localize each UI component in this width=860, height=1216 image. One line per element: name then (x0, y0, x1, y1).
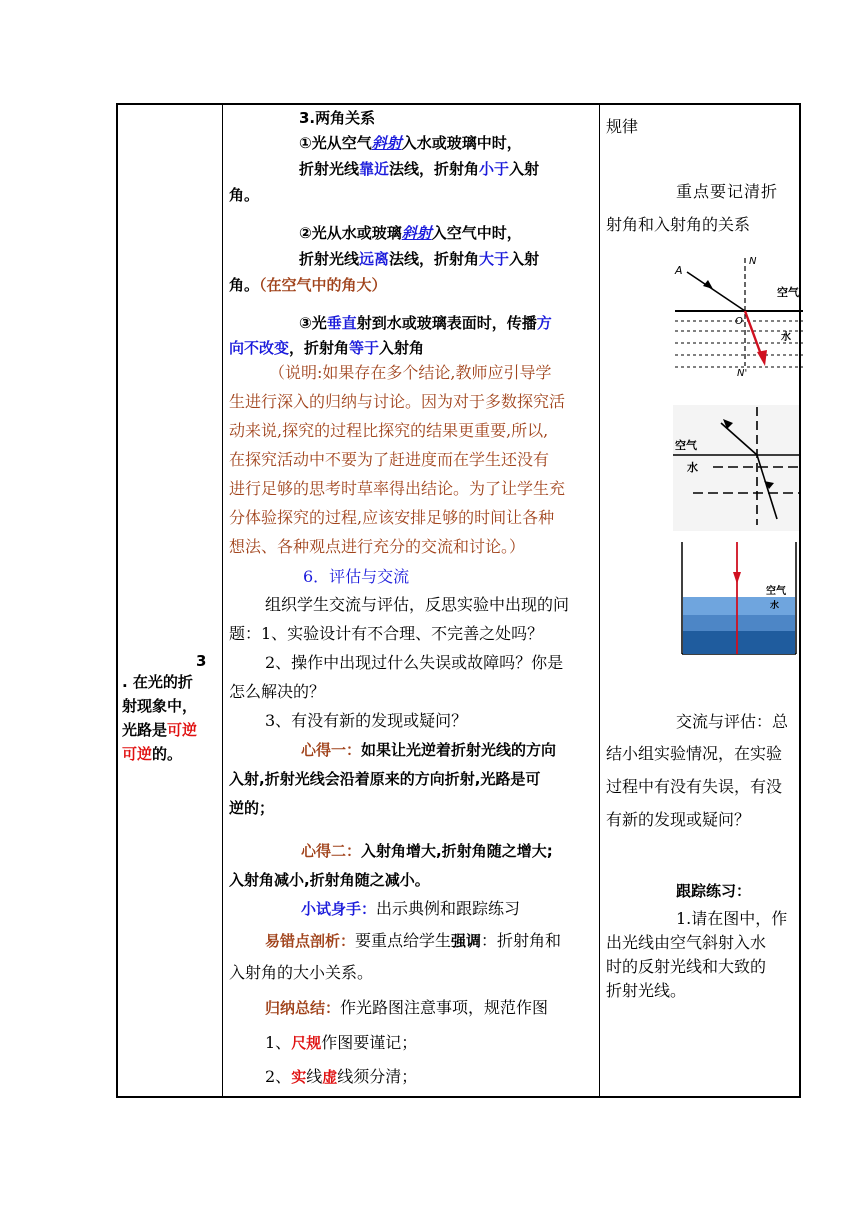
note-line: （说明:如果存在多个结论,教师应引导学 (269, 363, 552, 382)
label-air: 空气 (675, 439, 697, 452)
notes-cell (600, 105, 800, 1096)
insight-1-line-3: 逆的； (229, 799, 275, 817)
mistake-line-2: 入射角的大小关系。 (229, 963, 374, 982)
topic-line: 可逆的。 (122, 745, 183, 763)
tracking-title: 跟踪练习： (676, 882, 752, 900)
law-label: 规律 (606, 117, 639, 136)
note-line: 在探究活动中不要为了赶进度而在学生还没有 (229, 450, 550, 469)
tracking-line: 出光线由空气斜射入水 (606, 933, 767, 952)
rule-2-line-1: ②光从水或玻璃斜射入空气中时， (299, 224, 522, 242)
section-title: 3.两角关系 (299, 109, 376, 127)
summary-item-1: 1、尺规作图要谨记； (265, 1033, 418, 1052)
eval-line: 组织学生交流与评估，反思实验中出现的问 (265, 595, 570, 614)
insight-1-line-1: 心得一：如果让光逆着折射光线的方向 (301, 741, 557, 759)
label-air: 空气 (766, 586, 786, 597)
topic-number: 3 (196, 652, 207, 670)
try-line: 小试身手：出示典例和跟踪练习 (301, 899, 521, 918)
highlight-reversible: 可逆 (167, 721, 198, 739)
rule-1-line-3: 角。 (229, 186, 260, 204)
topic-line: . 在光的折 (122, 673, 193, 691)
rule-1-line-1: ①光从空气斜射入水或玻璃中时， (299, 134, 522, 152)
note-line: 想法、各种观点进行充分的交流和讨论。） (229, 537, 526, 556)
mistake-line-1: 易错点剖析：要重点给学生强调：折射角和 (265, 931, 562, 950)
exchange-line: 交流与评估：总 (676, 712, 789, 731)
label-n: N (749, 256, 757, 267)
tracking-line: 1.请在图中，作 (676, 909, 788, 928)
exchange-line: 有新的发现或疑问？ (606, 810, 751, 829)
eval-title: 6．评估与交流 (303, 567, 410, 586)
insight-2-line-1: 心得二：入射角增大,折射角随之增大; (301, 842, 553, 860)
eval-line: 怎么解决的？ (229, 682, 326, 701)
perpendicular-diagram (680, 542, 800, 662)
insight-1-line-2: 入射,折射光线会沿着原来的方向折射,光路是可 (229, 770, 541, 788)
rule-3-line-2: 向不改变，折射角等于入射角 (229, 339, 425, 357)
refraction-diagram-2 (673, 405, 799, 531)
label-o: O (735, 316, 743, 327)
memo-line: 射角和入射角的关系 (606, 215, 751, 234)
content-cell (223, 105, 599, 1096)
summary-item-2: 2、实线虚线须分清； (265, 1067, 418, 1086)
memo-line: 重点要记清折 (676, 182, 779, 201)
label-air: 空气 (777, 286, 799, 299)
label-water: 水 (770, 601, 780, 611)
rule-1-line-2: 折射光线靠近法线，折射角小于入射 (299, 160, 540, 178)
rule-3-line-1: ③光垂直射到水或玻璃表面时，传播方 (299, 314, 552, 332)
note-line: 动来说,探究的过程比探究的结果更重要,所以, (229, 421, 549, 440)
exchange-line: 结小组实验情况，在实验 (606, 744, 783, 763)
refraction-diagram-1 (673, 248, 803, 378)
label-water: 水 (687, 461, 698, 474)
note-line: 生进行深入的归纳与讨论。因为对于多数探究活 (229, 392, 566, 411)
note-line: 进行足够的思考时草率得出结论。为了让学生充 (229, 479, 566, 498)
eval-line: 题：1、实验设计有不合理、不完善之处吗？ (229, 624, 544, 643)
tracking-line: 折射光线。 (606, 981, 687, 1000)
tracking-line: 时的反射光线和大致的 (606, 957, 767, 976)
label-water: 水 (781, 332, 791, 343)
label-n-prime: N' (737, 368, 748, 378)
topic-line: 光路是可逆 (122, 721, 198, 739)
label-a: A (675, 264, 683, 277)
eval-line: 2、操作中出现过什么失误或故障吗？你是 (265, 653, 564, 672)
note-line: 分体验探究的过程,应该安排足够的时间让各种 (229, 508, 555, 527)
lesson-table (116, 103, 801, 1098)
topic-line: 射现象中， (122, 697, 198, 715)
summary-line: 归纳总结：作光路图注意事项，规范作图 (265, 998, 549, 1017)
topic-cell (118, 105, 222, 1096)
rule-2-line-3: 角。（在空气中的角大） (229, 276, 387, 294)
eval-line: 3、有没有新的发现或疑问？ (265, 711, 468, 730)
rule-2-line-2: 折射光线远离法线，折射角大于入射 (299, 250, 540, 268)
exchange-line: 过程中有没有失误，有没 (606, 777, 783, 796)
insight-2-line-2: 入射角减小,折射角随之减小。 (229, 871, 430, 889)
